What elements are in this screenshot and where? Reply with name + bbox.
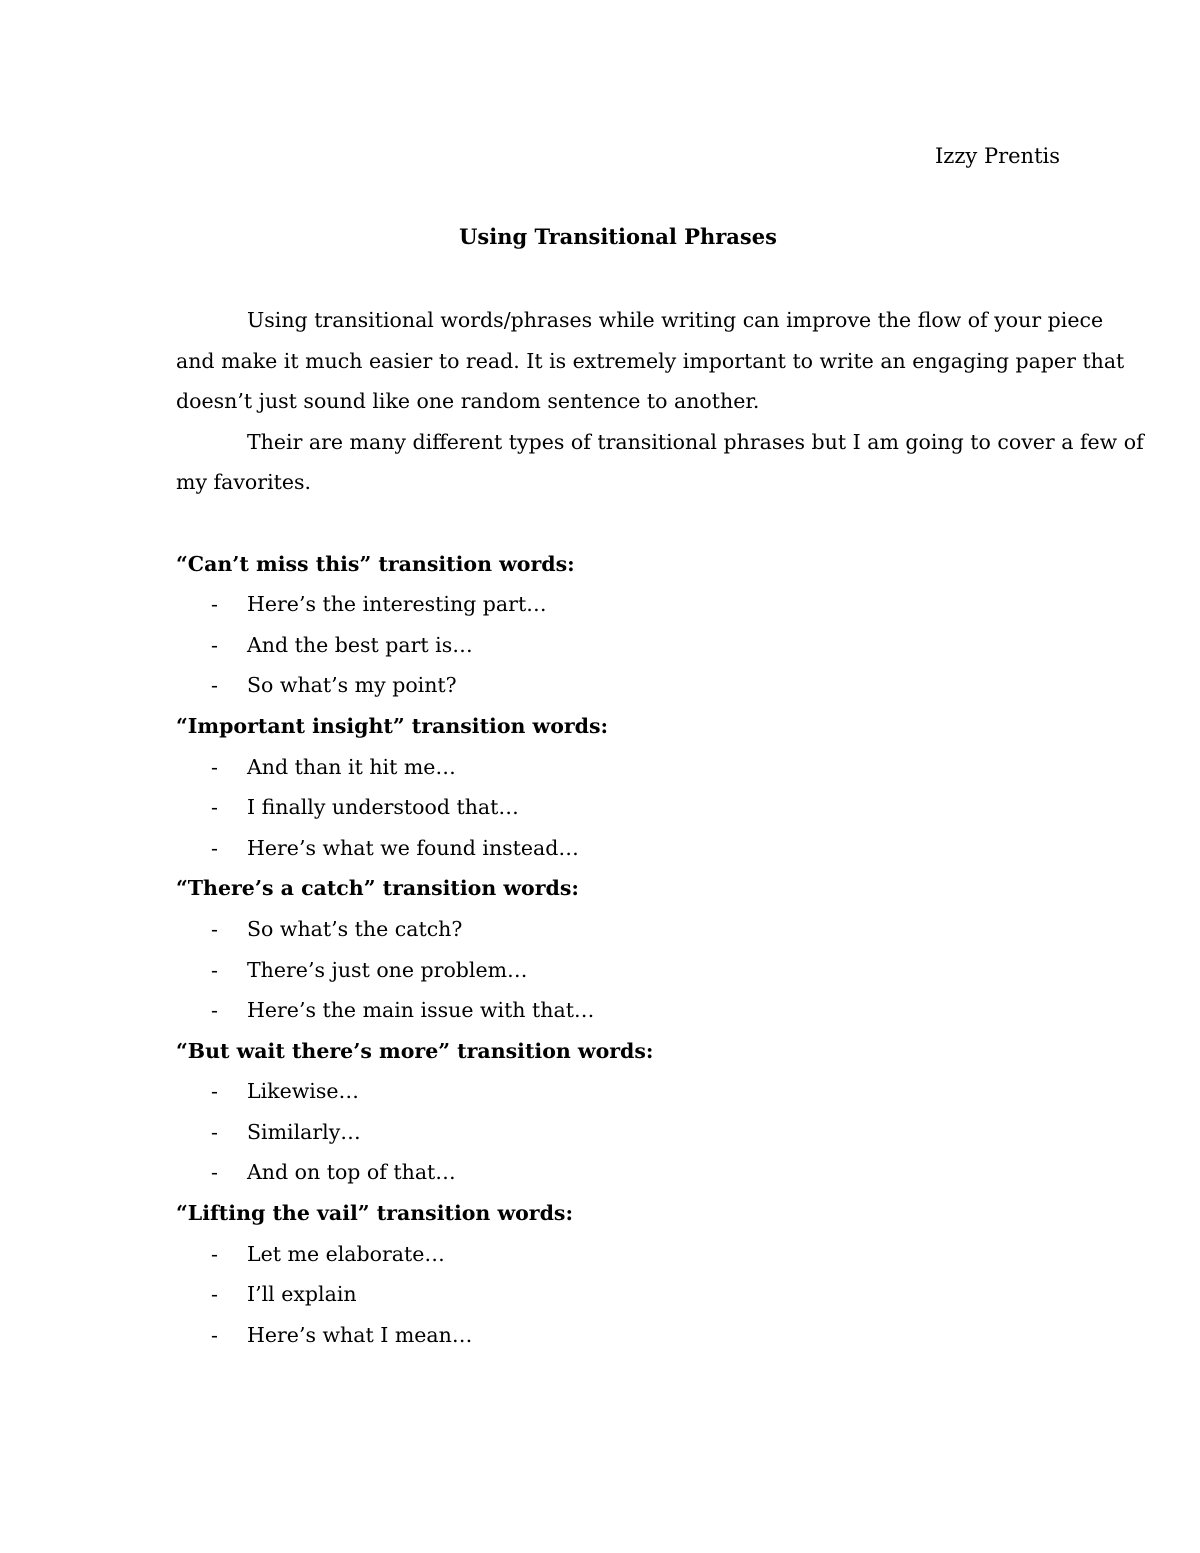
bullet-dash: - [211, 1322, 218, 1347]
intro-line: and make it much easier to read. It is extremely important to write an engaging paper that [176, 348, 1125, 373]
bullet-dash: - [211, 673, 218, 698]
intro-line: Using transitional words/phrases while writing can improve the flow of your piece [247, 308, 1104, 332]
bullet-dash: - [211, 1282, 218, 1307]
list-item-text: I’ll explain [247, 1282, 357, 1307]
bullet-dash: - [211, 1079, 218, 1104]
paragraph-line: Their are many different types of transitional phrases but I am going to cover a few of [247, 429, 1144, 454]
list-item-text: Likewise… [247, 1079, 359, 1104]
list-item [176, 909, 1066, 950]
list-item [176, 1112, 1066, 1153]
list-item [176, 665, 1066, 706]
list-item [176, 787, 1066, 828]
section-heading: “But wait there’s more” transition words: [176, 1038, 654, 1063]
list-item [176, 990, 1066, 1031]
bullet-dash: - [211, 1119, 218, 1144]
section-heading: “Can’t miss this” transition words: [176, 551, 575, 576]
list-item-text: Here’s the main issue with that… [247, 998, 595, 1023]
blank-line [176, 503, 1066, 544]
page-title: Using Transitional Phrases [459, 224, 777, 249]
bullet-dash: - [211, 957, 218, 982]
list-item-text: And the best part is… [247, 632, 473, 657]
list-item [176, 747, 1066, 788]
bullet-dash: - [211, 1241, 218, 1266]
bullet-dash: - [211, 754, 218, 779]
list-item [176, 1071, 1066, 1112]
list-item-text: And than it hit me… [247, 754, 456, 779]
intro-line: doesn’t just sound like one random sentence to another. [176, 389, 760, 414]
author-name: Izzy Prentis [934, 144, 1060, 168]
list-item [176, 1274, 1066, 1315]
bullet-dash: - [211, 916, 218, 941]
bullet-dash: - [211, 1160, 218, 1185]
list-item-text: Here’s the interesting part… [247, 592, 547, 617]
bullet-dash: - [211, 998, 218, 1023]
list-item-text: Similarly… [247, 1119, 361, 1144]
list-item-text: Here’s what we found instead… [247, 835, 579, 860]
list-item-text: And on top of that… [247, 1160, 456, 1185]
list-item-text: I finally understood that… [247, 795, 519, 820]
section-heading: “Important insight” transition words: [176, 713, 609, 738]
list-item [176, 584, 1066, 625]
bullet-dash: - [211, 632, 218, 657]
section-heading: “Lifting the vail” transition words: [176, 1201, 574, 1226]
bullet-dash: - [211, 835, 218, 860]
list-item [176, 828, 1066, 869]
list-item [176, 950, 1066, 991]
section-heading: “There’s a catch” transition words: [176, 876, 579, 901]
list-item-text: So what’s my point? [247, 673, 457, 698]
list-item [176, 1152, 1066, 1193]
list-item [176, 1315, 1066, 1356]
list-item-text: Here’s what I mean… [247, 1322, 473, 1347]
paragraph-line: my favorites. [176, 470, 312, 495]
document-body [176, 300, 1144, 1355]
list-item [176, 1234, 1066, 1275]
bullet-dash: - [211, 795, 218, 820]
list-item-text: Let me elaborate… [247, 1241, 445, 1266]
list-item-text: So what’s the catch? [247, 916, 463, 941]
bullet-dash: - [211, 592, 218, 617]
list-item-text: There’s just one problem… [247, 957, 528, 982]
list-item [176, 625, 1066, 666]
